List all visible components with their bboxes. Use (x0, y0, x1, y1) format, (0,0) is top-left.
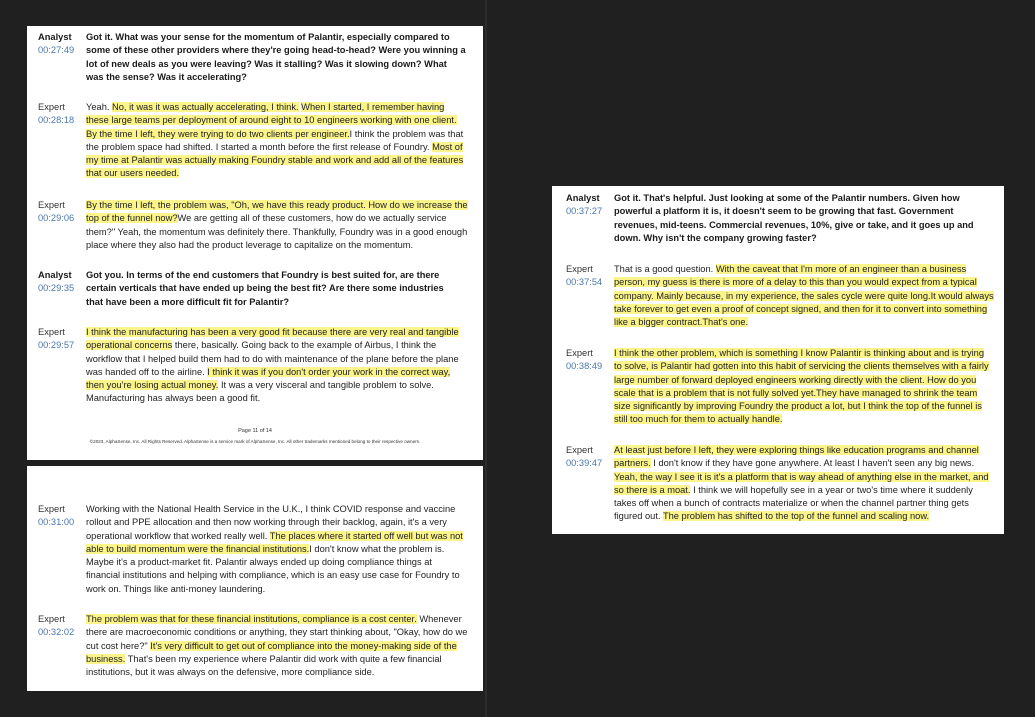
page-footer: ©2023, AlphaSense, Inc. All Rights Reserved. AlphaSense is a service mark of AlphaSense, Inc. All other trademarks mentioned belong to their respective owners. (89, 439, 421, 444)
entry-text (86, 503, 468, 596)
speaker-role: Expert (38, 200, 65, 210)
speaker-block (566, 263, 614, 290)
speaker-block (38, 326, 86, 353)
text-segment: there, basically. Going back to the example of Airbus, I think the workflow that I helped build them had to do with maintenance of the plane before the plane was handed off to the airline. (86, 340, 459, 377)
speaker-block (38, 613, 86, 640)
speaker-block (38, 31, 86, 58)
speaker-block (566, 347, 614, 374)
text-segment: Whenever there are macroeconomic conditions or anything, they start thinking about, "Okay, how do we cut cost here?" (86, 614, 468, 651)
text-segment: We are getting all of these customers, how do we actually service them?" Yeah, the momentum was definitely there. Thankfully, Foundry was in a good enough place where they also had the product leverage to capitalize on the momentum. (86, 213, 468, 250)
entry-text (86, 269, 461, 309)
transcript-page-13 (552, 186, 1004, 534)
timestamp: 00:37:54 (566, 277, 603, 288)
speaker-block (38, 503, 86, 530)
transcript-page-11 (27, 26, 483, 460)
speaker-role: Expert (566, 445, 593, 455)
highlighted-text: With the caveat that I'm more of an engineer than a business person, my guess is there is more of a delay to this than you would expect from a typical company. Mainly because, in my experience, the sales cycle were quite long.It would always take forever to get even a proof of concept signed, and then for it to convert into something like a bigger contract.That's one. (614, 264, 994, 328)
text-segment: It was a very visceral and tangible problem to solve. Manufacturing has always been a good fit. (86, 380, 434, 404)
speaker-role: Analyst (38, 270, 72, 280)
speaker-block (38, 199, 86, 226)
entry-text (614, 347, 994, 427)
highlighted-text: When I started, I remember having these large teams per deployment of around eight to 10 engineers working with one client. By the time I left, they were trying to do two clients per engineer. (86, 102, 457, 139)
speaker-role: Analyst (566, 193, 600, 203)
highlighted-text: At least just before I left, they were exploring things like education programs and channel partners. (614, 445, 979, 469)
speaker-block (566, 444, 614, 471)
speaker-role: Analyst (38, 32, 72, 42)
timestamp: 00:27:49 (38, 45, 75, 56)
highlighted-text: The places where it started off well but was not able to build momentum were the financial institutions. (86, 530, 463, 554)
highlighted-text: I think the other problem, which is something I know Palantir is thinking about and is trying to solve, is Palantir had gotten into this habit of servicing the clients themselves with a fairly large number of forward deployed engineers working directly with the client. How do you scale that is a problem that is not fully solved yet.They have managed to shrink the team size significantly by improving Foundry the product a lot, but I think the top of the funnel is still too much for them to actually handle. (614, 348, 989, 425)
text-segment: Got it. That's helpful. Just looking at some of the Palantir numbers. Given how powerful a platform it is, it doesn't seem to be growing that fast. Government revenues, mid-teens. Commercial revenues, 10%, give or take, and it goes up and down. Why isn't the company growing faster? (614, 193, 974, 243)
timestamp: 00:29:57 (38, 340, 75, 351)
text-segment: I don't know if they have gone anywhere. At least I haven't seen any big news. (650, 458, 975, 469)
entry-text (614, 263, 994, 329)
text-segment: That is a good question. (614, 264, 716, 274)
entry-text (86, 199, 468, 252)
entry-text (614, 192, 992, 245)
text-segment: That's been my experience where Palantir did work with quite a few financial institutions, but it was always on the defensive, more compliance side. (86, 653, 442, 678)
highlighted-text: I think it was if you don't order your work in the correct way, then you're losing actual money. (86, 366, 451, 391)
timestamp: 00:37:27 (566, 206, 603, 217)
highlighted-text: Yeah, the way I see it is it's a platform that is way ahead of anything else in the market, and so there is a moat. (614, 471, 989, 495)
timestamp: 00:38:49 (566, 361, 603, 372)
text-segment: I don't know what the problem is. Maybe it's a product-market fit. Palantir always ended up doing compliance things at financial institutions and helping with compliance, which is an easy use case for Foundry to work on. Things like anti-money laundering. (86, 543, 460, 594)
timestamp: 00:39:47 (566, 458, 603, 469)
speaker-role: Expert (38, 614, 65, 624)
page-number: Page 11 of 14 (238, 428, 272, 434)
viewer-divider (485, 0, 487, 717)
text-segment: I think the problem was that the problem space had shifted. I started a month before the first release of Foundry. (86, 128, 464, 152)
speaker-role: Expert (38, 504, 65, 514)
highlighted-text: No, it was it was actually accelerating, I think. (112, 102, 299, 112)
highlighted-text: Most of my time at Palantir was actually making Foundry stable and work and add all of the features that our users needed. (86, 141, 464, 179)
entry-text (86, 326, 468, 406)
highlighted-text: It's very difficult to get out of compliance into the money-making side of the business. (86, 640, 457, 664)
text-segment: Got you. In terms of the end customers that Foundry is best suited for, are there certain verticals that have ended up being the best fit? Are there some industries that have been a more difficult fit for Palantir? (86, 270, 444, 307)
timestamp: 00:28:18 (38, 115, 75, 126)
text-segment: Working with the National Health Service in the U.K., I think COVID response and vaccine rollout and PPE allocation and then now working through their backlog, again, it's a very operational workflow that worked really well. (86, 504, 456, 541)
timestamp: 00:31:00 (38, 517, 75, 528)
highlighted-text: The problem was that for these financial institutions, compliance is a cost center. (86, 614, 417, 624)
highlighted-text: The problem has shifted to the top of the funnel and scaling now. (662, 511, 930, 522)
text-segment: I think we will hopefully see in a year or two's time where it suddenly takes off when a bunch of contracts materialize or when the channel partner thing gets figured out. (614, 484, 973, 522)
highlighted-text: By the time I left, the problem was, "Oh, we have this ready product. How do we increase the top of the funnel now? (86, 200, 468, 224)
timestamp: 00:29:35 (38, 283, 75, 294)
timestamp: 00:32:02 (38, 627, 75, 638)
speaker-block (38, 101, 86, 128)
speaker-role: Expert (566, 348, 593, 358)
entry-text (86, 31, 466, 84)
entry-text (86, 101, 468, 181)
timestamp: 00:29:06 (38, 213, 75, 224)
speaker-role: Expert (566, 264, 593, 274)
speaker-role: Expert (38, 102, 65, 112)
highlighted-text: I think the manufacturing has been a very good fit because there are very real and tangible operational concerns (86, 327, 459, 351)
text-segment: Got it. What was your sense for the momentum of Palantir, especially compared to some of these other providers where they're going head-to-head? Were you winning a lot of new deals as you were leaving? Was it stalling? Was it slowing down? What was the sense? Was it accelerating? (86, 32, 466, 82)
entry-text (86, 613, 468, 679)
transcript-page-12 (27, 466, 483, 691)
entry-text (614, 444, 994, 524)
speaker-block (38, 269, 86, 296)
text-segment: Yeah. (86, 102, 113, 112)
speaker-block (566, 192, 614, 219)
speaker-role: Expert (38, 327, 65, 337)
